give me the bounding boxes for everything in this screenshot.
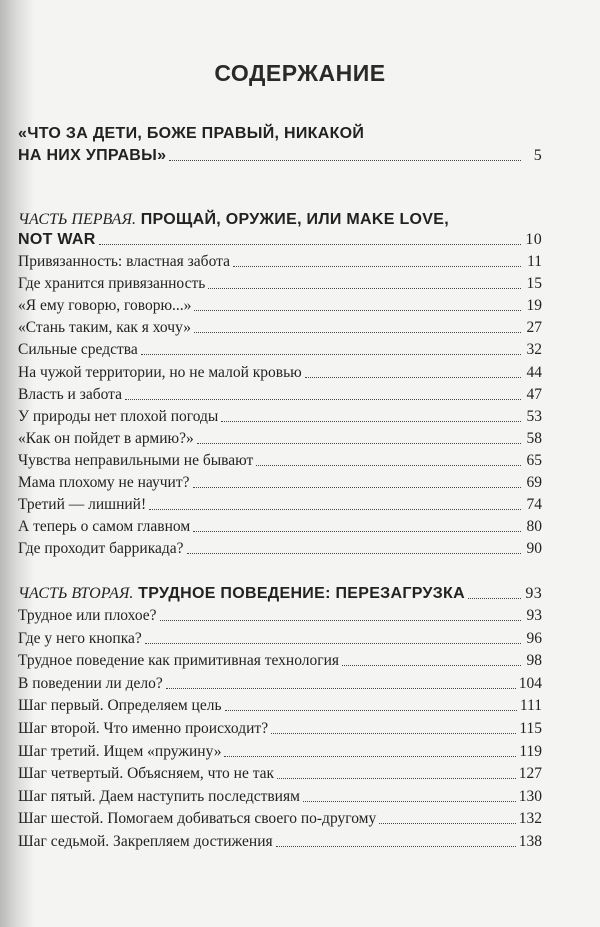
toc-entry[interactable] [18, 383, 542, 405]
entry-title: У природы нет плохой погоды [18, 407, 219, 425]
leader-dots [225, 710, 517, 711]
leader-dots [169, 160, 521, 161]
part1-heading-line1 [18, 210, 449, 230]
part2-label: ЧАСТЬ ВТОРАЯ. [18, 585, 134, 602]
entry-title: Где хранится привязанность [18, 275, 206, 293]
page-number: 5 [533, 147, 542, 164]
toc-entry[interactable] [18, 338, 542, 360]
leader-dots [197, 443, 521, 444]
leader-dots [166, 688, 516, 689]
entry-title: Шаг шестой. Помогаем добиваться своего по-другому [18, 810, 377, 828]
page-number: 138 [518, 833, 542, 850]
entry-title: Где у него кнопка? [18, 629, 142, 647]
page-number: 27 [526, 319, 542, 337]
toc-entry[interactable] [18, 361, 542, 383]
toc-entry-part2[interactable] [18, 582, 542, 604]
page-number: 10 [525, 231, 542, 248]
toc-entry[interactable] [18, 672, 542, 694]
page-number: 47 [526, 385, 542, 403]
intro-title-line1: «ЧТО ЗА ДЕТИ, БОЖЕ ПРАВЫЙ, НИКАКОЙ [18, 125, 365, 142]
entry-title: Власть и забота [18, 385, 122, 403]
entry-title: Шаг третий. Ищем «пружину» [18, 742, 222, 760]
toc-entry[interactable] [18, 294, 542, 316]
leader-dots [233, 266, 521, 267]
page-title: СОДЕРЖАНИЕ [214, 60, 386, 86]
page-number: 93 [526, 607, 542, 624]
leader-dots [160, 620, 521, 621]
entry-title: Сильные средства [18, 341, 138, 359]
leader-dots [141, 354, 521, 355]
leader-dots [271, 733, 516, 734]
page-number: 119 [519, 742, 542, 760]
leader-dots [99, 244, 521, 245]
leader-dots [276, 846, 516, 847]
entry-title: «Как он пойдет в армию?» [18, 429, 194, 447]
leader-dots [342, 665, 521, 666]
leader-dots [256, 465, 521, 466]
leader-dots [125, 399, 521, 400]
leader-dots [224, 756, 516, 757]
page-number: 69 [526, 474, 542, 491]
page-number: 11 [527, 253, 542, 270]
entry-title: Трудное поведение как примитивная технология [18, 652, 340, 670]
page-number: 104 [518, 674, 542, 692]
leader-dots [194, 310, 521, 311]
page-number: 90 [526, 540, 542, 558]
leader-dots [149, 509, 521, 510]
entry-title: «Я ему говорю, говорю...» [18, 297, 192, 315]
entry-title: Третий — лишний! [18, 496, 147, 514]
page-number: 111 [519, 697, 542, 715]
page-number: 65 [526, 451, 542, 469]
page-number: 15 [526, 275, 542, 293]
toc-entry[interactable] [18, 493, 542, 515]
entry-title: Мама плохому не научит? [18, 474, 190, 491]
entry-title: Шаг четвертый. Объясняем, что не так [18, 765, 275, 783]
entry-title: В поведении ли дело? [18, 674, 163, 692]
entry-title: Шаг первый. Определяем цель [18, 697, 222, 715]
leader-dots [305, 377, 521, 378]
part1-title-line2: NOT WAR [18, 231, 96, 248]
part1-title-line1: ПРОЩАЙ, ОРУЖИЕ, ИЛИ MAKE LOVE, [140, 211, 449, 228]
intro-title-line2: НА НИХ УПРАВЫ» [18, 147, 167, 164]
entry-title: А теперь о самом главном [18, 518, 191, 536]
leader-dots [187, 553, 521, 554]
part2-title: ТРУДНОЕ ПОВЕДЕНИЕ: ПЕРЕЗАГРУЗКА [138, 585, 465, 602]
entry-title: Шаг пятый. Даем наступить последствиям [18, 787, 300, 805]
toc-entry[interactable] [18, 762, 542, 784]
toc-entry[interactable] [18, 537, 542, 559]
entry-title: Трудное или плохое? [18, 607, 157, 624]
entry-title: На чужой территории, но не малой кровью [18, 363, 302, 381]
leader-dots [468, 598, 521, 599]
entry-title: Шаг второй. Что именно происходит? [18, 720, 269, 737]
toc-entry[interactable] [18, 515, 542, 537]
toc-entry[interactable] [18, 250, 542, 272]
leader-dots [221, 421, 521, 422]
toc-entry[interactable] [18, 604, 542, 626]
page-number: 80 [526, 518, 542, 536]
toc-entry[interactable] [18, 807, 542, 829]
toc-entry[interactable] [18, 405, 542, 427]
entry-title: Привязанность: властная забота [18, 253, 230, 270]
leader-dots [193, 531, 521, 532]
leader-dots [194, 332, 521, 333]
entry-title: «Стань таким, как я хочу» [18, 319, 191, 337]
page-number: 44 [526, 363, 542, 381]
toc-entry[interactable] [18, 649, 542, 671]
toc-entry[interactable] [18, 316, 542, 338]
page-number: 74 [526, 496, 542, 514]
page-number: 127 [518, 765, 542, 783]
toc-entry[interactable] [18, 471, 542, 493]
leader-dots [303, 801, 516, 802]
toc-entry[interactable] [18, 627, 542, 649]
page-number: 19 [526, 297, 542, 315]
page-number: 58 [526, 429, 542, 447]
page-number: 96 [526, 629, 542, 647]
page-number: 130 [518, 787, 542, 805]
page-number: 132 [518, 810, 542, 828]
page-number: 32 [526, 341, 542, 359]
leader-dots [277, 778, 516, 779]
page-number: 98 [526, 652, 542, 670]
page-number: 53 [526, 407, 542, 425]
page-number: 93 [525, 585, 542, 602]
leader-dots [145, 643, 521, 644]
toc-entry-intro[interactable] [18, 144, 542, 166]
toc-entry[interactable] [18, 740, 542, 762]
page-number: 115 [519, 720, 542, 737]
leader-dots [193, 487, 522, 488]
toc-entry[interactable] [18, 694, 542, 716]
part1-label: ЧАСТЬ ПЕРВАЯ. [18, 211, 136, 228]
toc-entry[interactable] [18, 272, 542, 294]
toc-entry-part1[interactable] [18, 228, 542, 250]
entry-title: Чувства неправильными не бывают [18, 451, 254, 469]
entry-title: Шаг седьмой. Закрепляем достижения [18, 833, 273, 850]
toc-entry[interactable] [18, 449, 542, 471]
toc-entry[interactable] [18, 785, 542, 807]
toc-entry[interactable] [18, 830, 542, 852]
entry-title: Где проходит баррикада? [18, 540, 184, 558]
toc-entry[interactable] [18, 427, 542, 449]
toc-entry[interactable] [18, 717, 542, 739]
leader-dots [379, 823, 516, 824]
leader-dots [208, 288, 521, 289]
